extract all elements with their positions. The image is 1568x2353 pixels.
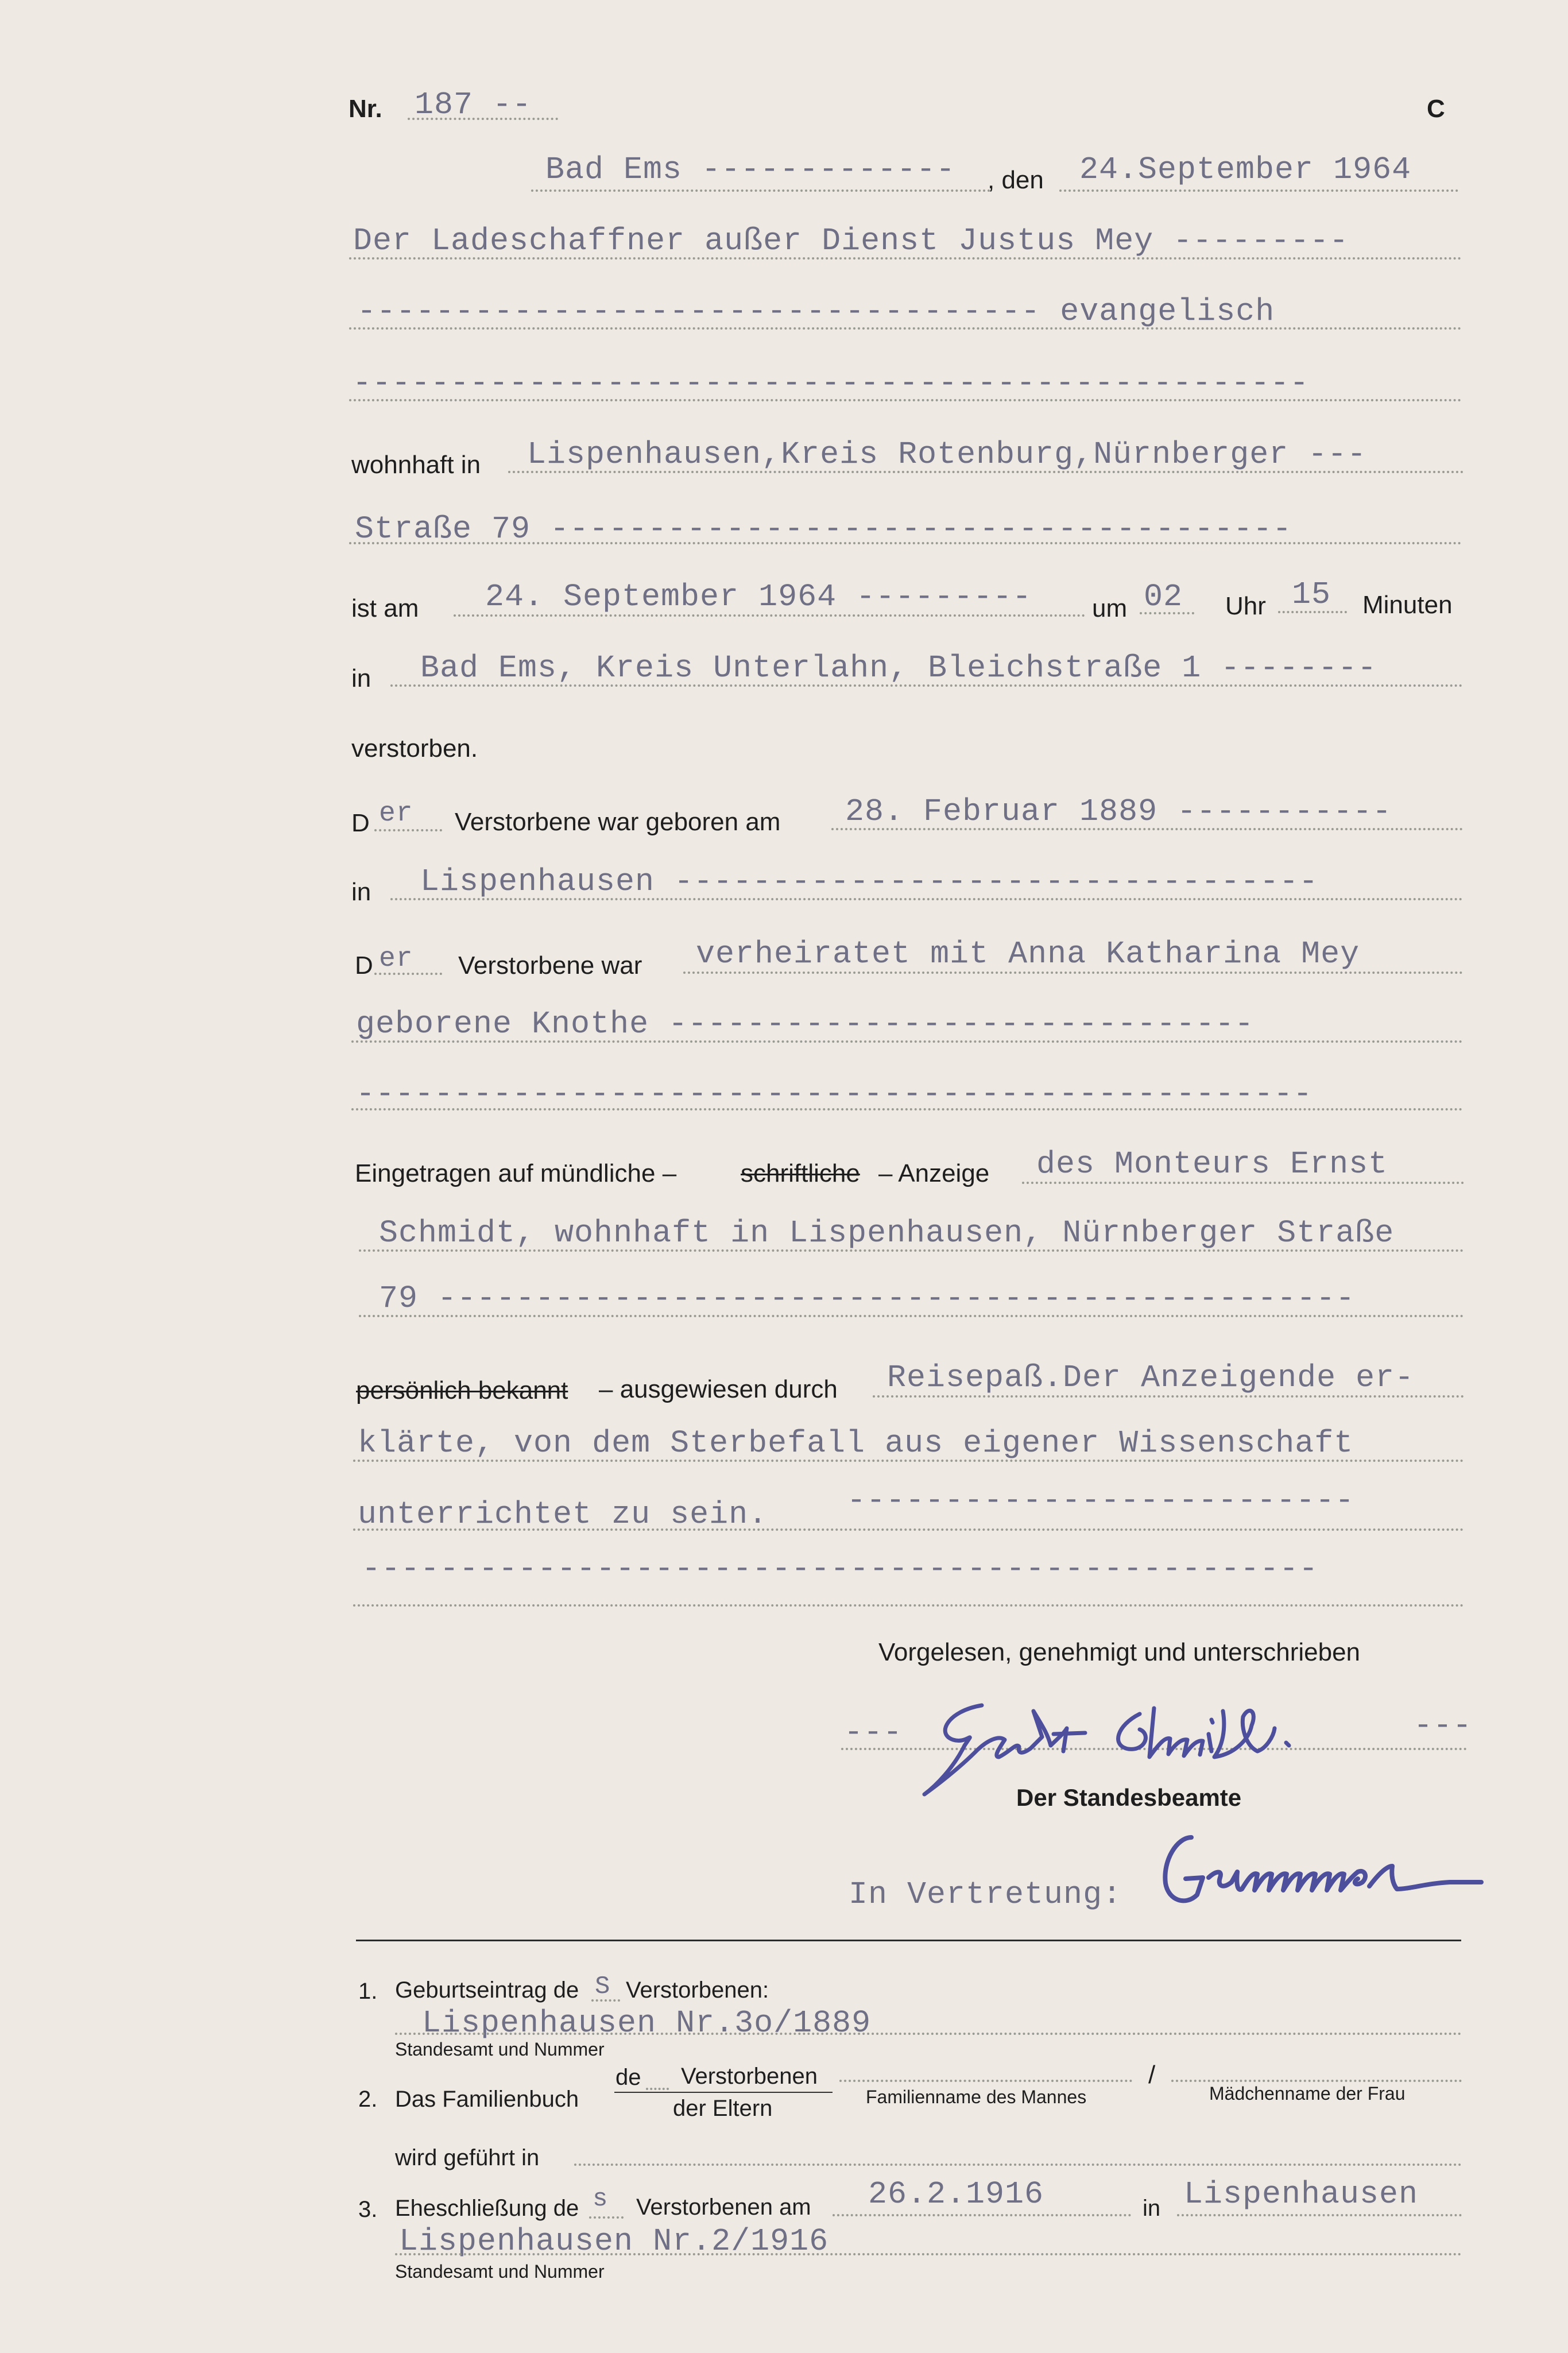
entry-number: 187 -- (415, 87, 532, 123)
dotline (349, 257, 1462, 260)
place-of-registration: Bad Ems ------------- (545, 152, 956, 188)
registration-label-a: Eingetragen auf mündliche – (355, 1159, 677, 1187)
dotline (351, 1108, 1463, 1110)
minuten-label: Minuten (1362, 591, 1453, 619)
residence-label: wohnhaft in (351, 451, 481, 479)
note-3-number: 3. (358, 2197, 378, 2222)
birth-entry-value: Lispenhausen Nr.3o/1889 (422, 2005, 872, 2041)
identification-label-struck: persönlich bekannt (356, 1376, 568, 1404)
deceased-line-1: Der Ladeschaffner außer Dienst Justus Mey --------- (353, 223, 1349, 259)
birth-place: Lispenhausen --------------------------------- (420, 864, 1319, 900)
death-place-label: in (351, 664, 371, 692)
entry-number-dotline (408, 118, 558, 120)
birth-entry-label-b: Verstorbenen: (626, 1977, 769, 2003)
nr-label: Nr. (349, 95, 382, 123)
death-date-label: ist am (351, 594, 419, 622)
dotline (353, 1528, 1464, 1531)
dotline (353, 1604, 1464, 1607)
dotline (1177, 2214, 1462, 2216)
registration-label-struck: schriftliche (741, 1159, 860, 1187)
informant-line-3: 79 ----------------------------------------------- (379, 1280, 1356, 1317)
marital-d-suffix: er (379, 943, 413, 974)
dotline (390, 684, 1463, 687)
form-code: C (1427, 95, 1445, 123)
uhr-label: Uhr (1225, 592, 1266, 620)
informant-line-2: Schmidt, wohnhaft in Lispenhausen, Nürnberger Straße (379, 1215, 1395, 1251)
dotline (646, 2088, 669, 2090)
dotline (395, 2253, 1462, 2255)
birth-entry-s: S (595, 1972, 611, 2001)
fraction-line (614, 2092, 833, 2093)
verstorben-label: verstorben. (351, 734, 478, 763)
dotline (349, 542, 1462, 544)
marital-line-1: verheiratet mit Anna Katharina Mey (696, 936, 1360, 972)
marital-d-prefix: D (355, 951, 373, 980)
informant-line-1: des Monteurs Ernst (1036, 1146, 1388, 1182)
dotline (390, 898, 1463, 900)
death-place: Bad Ems, Kreis Unterlahn, Bleichstraße 1 -------- (420, 650, 1377, 686)
dotline (591, 1999, 620, 2002)
birth-d-suffix: er (379, 798, 413, 829)
deputy-label: In Vertretung: (849, 1876, 1122, 1913)
signature-dashes-left: --- (844, 1715, 903, 1751)
date-separator: , den (988, 166, 1044, 194)
name-separator: / (1148, 2061, 1156, 2089)
marital-line-3: ------------------------------------------------- (356, 1076, 1313, 1112)
marriage-s: s (593, 2185, 609, 2213)
birth-date: 28. Februar 1889 ----------- (845, 794, 1392, 830)
place-dotline (531, 189, 990, 192)
date-dotline (1059, 189, 1458, 192)
family-book-verstorbenen: Verstorbenen (681, 2064, 818, 2089)
dotline (839, 2080, 1132, 2082)
dotline (831, 828, 1463, 830)
identification-line-2: klärte, von dem Sterbefall aus eigener Wissenschaft (358, 1425, 1354, 1461)
marital-label: Verstorbene war (458, 951, 642, 980)
marriage-in-label: in (1143, 2196, 1161, 2221)
identification-line-3-fill: -------------------------- (847, 1483, 1355, 1519)
marriage-label-a: Eheschließung de (395, 2196, 579, 2221)
death-date: 24. September 1964 --------- (485, 579, 1032, 615)
marital-line-2: geborene Knothe ------------------------------ (356, 1006, 1255, 1042)
um-label: um (1092, 594, 1128, 622)
dotline (1171, 2080, 1462, 2082)
dotline (1278, 611, 1347, 613)
identification-line-3: unterrichtet zu sein. (358, 1496, 768, 1532)
dotline (589, 2216, 624, 2219)
family-book-eltern: der Eltern (673, 2096, 773, 2121)
dotline (351, 1040, 1463, 1043)
dotline (359, 1249, 1464, 1252)
dotline (833, 2214, 1131, 2216)
dotline (395, 2033, 1462, 2035)
section-divider (356, 1940, 1461, 1941)
kept-in-label: wird geführt in (395, 2145, 540, 2170)
wife-maiden-caption: Mädchenname der Frau (1209, 2083, 1406, 2104)
dotline (349, 327, 1462, 330)
approval-text: Vorgelesen, genehmigt und unterschrieben (878, 1638, 1361, 1666)
birth-label: Verstorbene war geboren am (455, 808, 781, 836)
dotline (683, 972, 1463, 974)
identification-line-4: ------------------------------------------------- (362, 1551, 1319, 1587)
marriage-date: 26.2.1916 (868, 2176, 1044, 2212)
dotline (374, 973, 442, 975)
registrar-signature (1151, 1814, 1490, 1918)
marriage-label-b: Verstorbenen am (636, 2195, 811, 2220)
birth-d-prefix: D (351, 809, 370, 837)
identification-label: – ausgewiesen durch (599, 1375, 838, 1403)
dotline (454, 614, 1085, 617)
dotline (1022, 1182, 1464, 1184)
birth-entry-label-a: Geburtseintrag de (395, 1977, 579, 2003)
note-1-number: 1. (358, 1979, 378, 2004)
registry-caption-1: Standesamt und Nummer (395, 2039, 605, 2060)
death-minute: 15 (1292, 576, 1331, 613)
identification-line-1: Reisepaß.Der Anzeigende er- (887, 1360, 1415, 1396)
dotline (1140, 612, 1194, 614)
deceased-line-3: ------------------------------------------------- (353, 365, 1310, 401)
residence-line-2: Straße 79 -------------------------------------- (355, 511, 1292, 547)
family-book-label: Das Familienbuch (395, 2087, 579, 2112)
registry-caption-3: Standesamt und Nummer (395, 2261, 605, 2282)
signature-dashes-right: --- (1414, 1708, 1473, 1744)
dotline (349, 399, 1462, 401)
marriage-place: Lispenhausen (1184, 2176, 1419, 2212)
dotline (374, 829, 442, 831)
note-2-number: 2. (358, 2087, 378, 2112)
family-book-de: de (615, 2065, 641, 2090)
dotline (873, 1395, 1464, 1398)
death-hour: 02 (1144, 579, 1183, 615)
birth-place-label: in (351, 878, 371, 906)
dotline (574, 2164, 1462, 2166)
registration-date: 24.September 1964 (1079, 152, 1412, 188)
registration-label-b: – Anzeige (878, 1159, 990, 1187)
official-title: Der Standesbeamte (1016, 1784, 1242, 1811)
deceased-line-2: ----------------------------------- evangelisch (357, 293, 1275, 330)
husband-name-caption: Familienname des Mannes (866, 2087, 1087, 2107)
residence-line-1: Lispenhausen,Kreis Rotenburg,Nürnberger --- (527, 436, 1367, 473)
dotline (508, 471, 1464, 473)
dotline (359, 1315, 1464, 1317)
marriage-registry: Lispenhausen Nr.2/1916 (399, 2223, 829, 2259)
dotline (353, 1460, 1464, 1462)
